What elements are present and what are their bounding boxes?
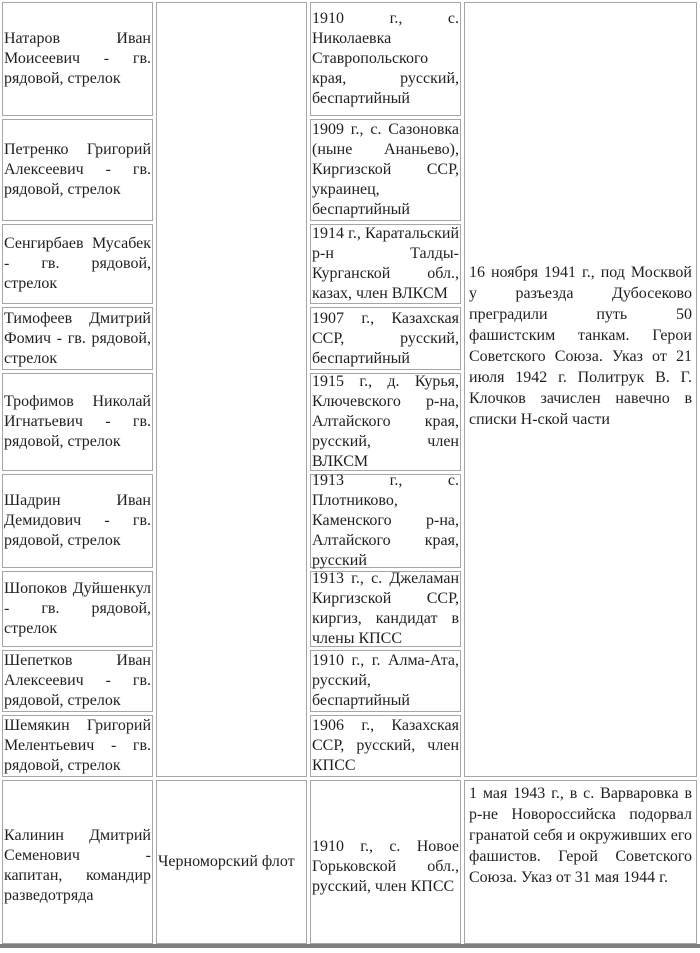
unit-column-empty-cell [156, 2, 307, 777]
hero-name-cell: Шепетков Иван Алексеевич - гв. рядовой, стрелок [2, 650, 153, 712]
birth-info-cell: 1910 г., г. Алма-Ата, русский, беспартийный [310, 650, 461, 712]
fleet-cell: Черноморский флот [156, 780, 307, 944]
birth-info-cell: 1909 г., с. Сазоновка (ныне Ананьево), Киргизской ССР, украинец, беспартийный [310, 119, 461, 221]
hero-name-cell: Шемякин Григорий Мелентьевич - гв. рядовой, стрелок [2, 715, 153, 777]
hero-name-cell: Шопоков Дуйшенкул - гв. рядовой, стрелок [2, 571, 153, 647]
page-bottom-rule [0, 944, 700, 948]
hero-name-cell: Натаров Иван Моисеевич - гв. рядовой, стрелок [2, 2, 153, 116]
hero-name-cell: Калинин Дмитрий Семенович - капитан, командир разведотряда [2, 780, 153, 944]
birth-info-cell: 1915 г., д. Курья, Ключевского р-на, Алтайского края, русский, член ВЛКСМ [312, 373, 459, 470]
birth-info-cell: 1913 г., с. Джеламан Киргизской ССР, киргиз, кандидат в члены КПСС [312, 570, 459, 647]
hero-name-cell: Сенгирбаев Мусабек - гв. рядовой, стрелок [2, 224, 153, 304]
birth-info-cell: 1913 г., с. Плотниково, Каменского р-на, Алтайского края, русский [312, 472, 459, 569]
hero-name-cell: Шадрин Иван Демидович - гв. рядовой, стрелок [2, 474, 153, 568]
feat-description-cell: 1 мая 1943 г., в с. Варваровка в р-не Новороссийска подорвал гранатой себя и окруживших его фашистов. Герой Советского Союза. Указ от 31 мая 1944 г. [464, 780, 697, 944]
heroes-table [2, 2, 697, 944]
birth-info-cell: 1906 г., Казахская ССР, русский, член КПСС [310, 715, 461, 777]
hero-name-cell: Трофимов Николай Игнатьевич - гв. рядовой, стрелок [2, 373, 153, 471]
feat-description-cell: 16 ноября 1941 г., под Москвой у разъезда Дубосеково преградили путь 50 фашистским танкам. Герои Советского Союза. Указ от 21 июля 1942 г. Политрук В. Г. Клочков зачислен навечно в списки Н-ской части [464, 2, 697, 777]
birth-info-cell: 1910 г., с. Николаевка Ставропольского края, русский, беспартийный [310, 2, 461, 116]
birth-info-cell: 1907 г., Казахская ССР, русский, беспартийный [310, 307, 461, 370]
birth-info-cell: 1910 г., с. Новое Горьковской обл., русский, член КПСС [310, 780, 461, 944]
hero-name-cell: Петренко Григорий Алексеевич - гв. рядовой, стрелок [2, 119, 153, 221]
hero-name-cell: Тимофеев Дмитрий Фомич - гв. рядовой, стрелок [2, 307, 153, 370]
birth-info-cell: 1914 г., Каратальский р-н Талды-Курганской обл., казах, член ВЛКСМ [312, 225, 459, 302]
